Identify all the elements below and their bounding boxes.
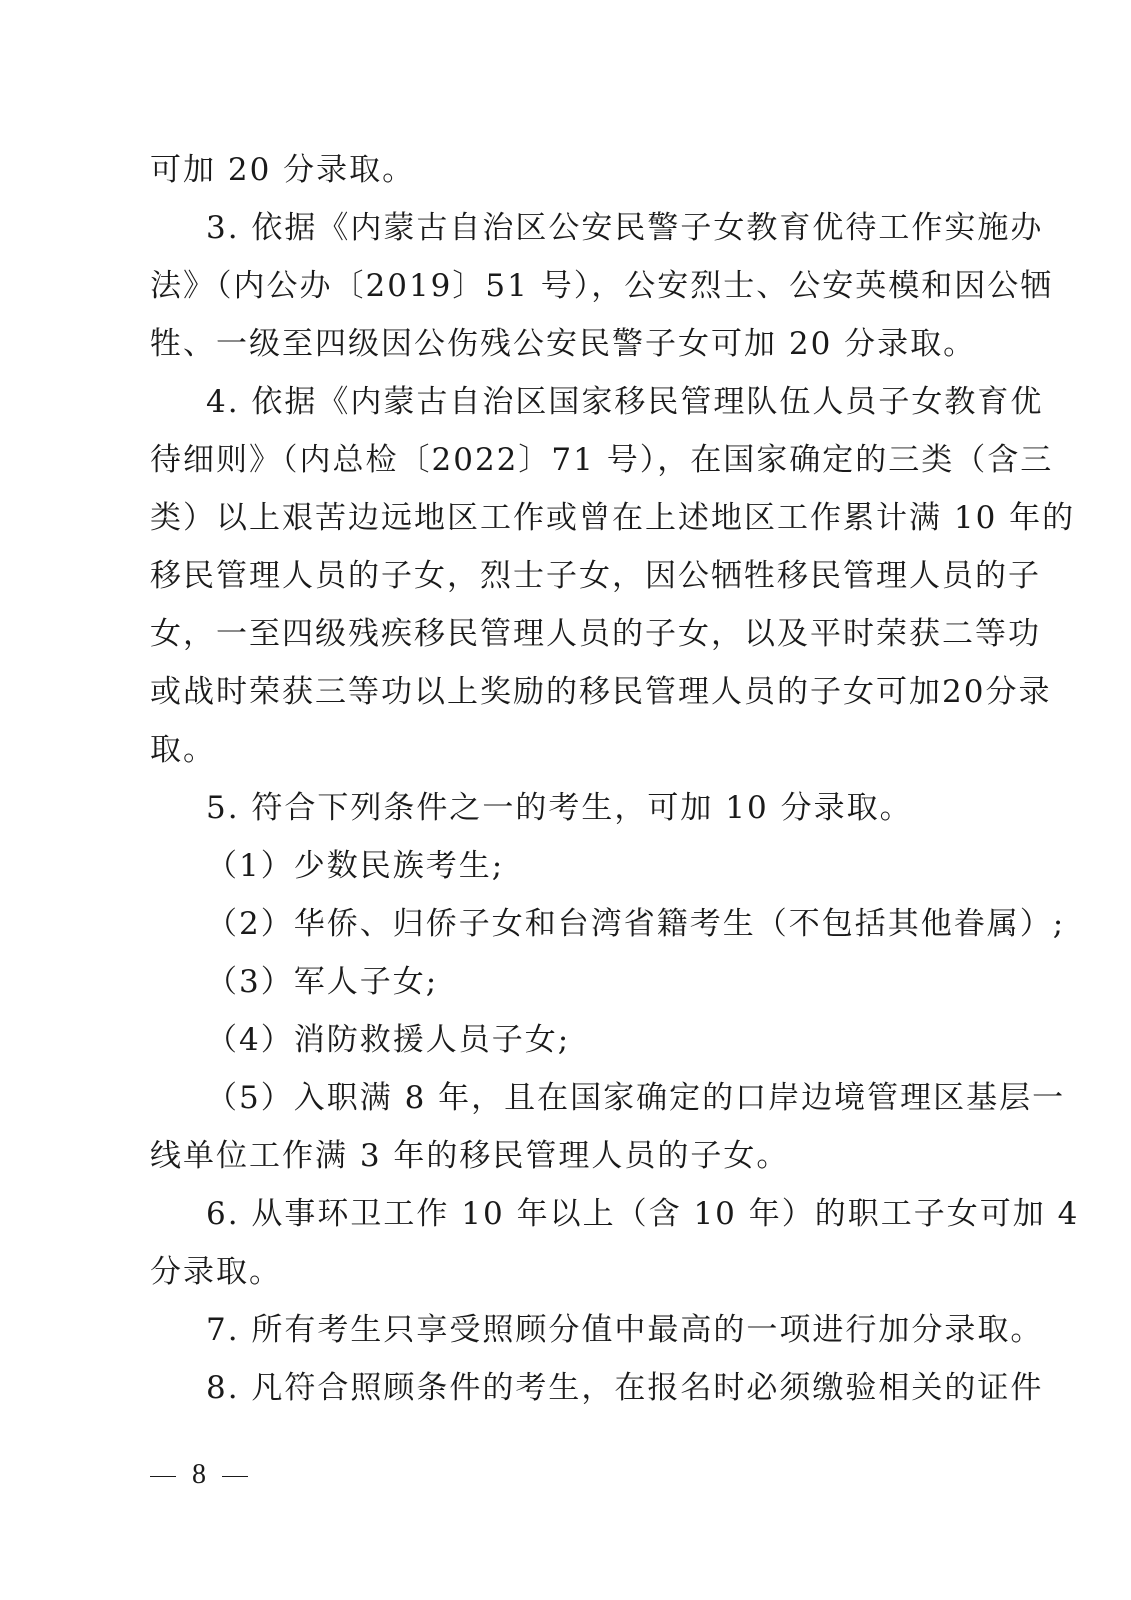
text-line-1: 可加 20 分录取。 [150, 152, 416, 188]
text-line-10: 或战时荣获三等功以上奖励的移民管理人员的子女可加20分录 [150, 674, 1052, 710]
text-line-9: 女，一至四级残疾移民管理人员的子女，以及平时荣获二等功 [150, 616, 1041, 652]
text-line-15: （3）军人子女; [206, 964, 439, 1000]
text-line-11: 取。 [150, 732, 216, 768]
text-line-16: （4）消防救援人员子女; [206, 1022, 571, 1058]
text-line-13: （1）少数民族考生; [206, 848, 505, 884]
text-line-18: 线单位工作满 3 年的移民管理人员的子女。 [150, 1138, 790, 1174]
text-line-6: 待细则》（内总检〔2022〕71 号），在国家确定的三类（含三 [150, 442, 1054, 478]
text-line-5: 4. 依据《内蒙古自治区国家移民管理队伍人员子女教育优 [206, 384, 1044, 420]
text-line-8: 移民管理人员的子女，烈士子女，因公牺牲移民管理人员的子 [150, 558, 1041, 594]
text-line-7: 类）以上艰苦边远地区工作或曾在上述地区工作累计满 10 年的 [150, 500, 1076, 536]
text-line-12: 5. 符合下列条件之一的考生，可加 10 分录取。 [206, 790, 913, 826]
text-line-3: 法》（内公办〔2019〕51 号），公安烈士、公安英模和因公牺 [150, 268, 1054, 304]
text-line-14: （2）华侨、归侨子女和台湾省籍考生（不包括其他眷属）; [206, 906, 1066, 942]
page-footer [150, 1455, 248, 1495]
text-line-20: 分录取。 [150, 1254, 282, 1290]
text-line-21: 7. 所有考生只享受照顾分值中最高的一项进行加分录取。 [206, 1312, 1044, 1348]
page-number: 8 [192, 1459, 206, 1490]
footer-left-dash [150, 1476, 176, 1477]
text-line-4: 牲、一级至四级因公伤残公安民警子女可加 20 分录取。 [150, 326, 977, 362]
text-line-17: （5）入职满 8 年，且在国家确定的口岸边境管理区基层一 [206, 1080, 1066, 1116]
footer-right-dash [222, 1476, 248, 1477]
text-line-22: 8. 凡符合照顾条件的考生，在报名时必须缴验相关的证件 [206, 1370, 1044, 1406]
text-line-19: 6. 从事环卫工作 10 年以上（含 10 年）的职工子女可加 4 [206, 1196, 1080, 1232]
text-line-2: 3. 依据《内蒙古自治区公安民警子女教育优待工作实施办 [206, 210, 1044, 246]
